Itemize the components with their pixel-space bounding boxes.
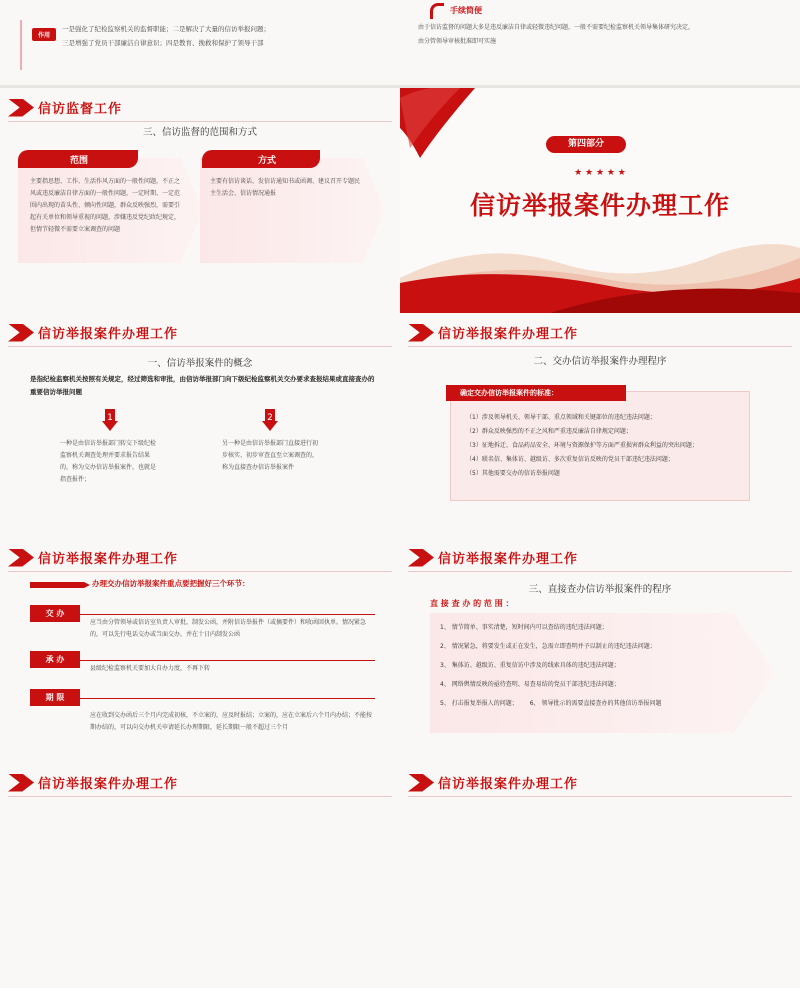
slide-header [408,323,578,342]
scope-tag: 范围 [18,150,138,168]
direct-item: 4、 网络舆情反映的亟待查明、易查易结的党员干部违纪违法问题； [440,681,620,688]
effect-label: 作用 [32,28,56,41]
part-label: 第四部分 [546,136,626,153]
header-title: 信访监督工作 [38,102,123,117]
divider [8,346,392,347]
svg-text:2: 2 [267,413,273,423]
direct-item: 6、 领导批示的需要直接查办的其他信访举报问题 [529,700,662,707]
lead-arrow [30,582,90,588]
slide-direct-investigation [400,538,800,763]
direct-item-row [440,694,760,713]
divider [408,571,792,572]
stars: ★ ★ ★ ★ ★ [574,168,626,178]
step-text: 应在收到交办函后三个月内完成初核，不立案的，应及时报结；立案的，应在立案后六个月内办结；不能按期办结的，可以向交办机关申请延长办理期限，延长期限一般不超过三个月 [90,712,373,731]
slide-simple-procedure [400,0,800,85]
cover-title: 信访举报案件办理工作 [469,191,730,220]
criteria-item: （1）涉及领导机关、领导干部、重点领域和关键部位的违纪违法问题； [466,414,656,421]
slide-three-steps [0,538,400,763]
slide-header [408,773,578,792]
step-tag: 期 限 [30,689,80,706]
header-title: 信访举报案件办理工作 [38,327,179,342]
svg-text:1: 1 [107,413,113,423]
slide-partial-right [400,763,800,988]
direct-list [440,618,760,713]
divider [8,121,392,122]
divider [8,796,392,797]
header-title: 信访举报案件办理工作 [38,777,179,792]
header-title: 信访举报案件办理工作 [438,327,579,342]
scope-text: 主要指思想、工作、生活作风方面的一般性问题，不正之风或违反廉洁自律方面的一般性问题，一定时期、一定范围内出现的苗头性、倾向性问题，群众反映强烈，需要引起有关单位和领导重视的问题，涉嫌违反党纪政纪规定，但情节轻微不需要立案调查的问题 [30,178,181,233]
slide-header [8,773,178,792]
criteria-item: （5）其他需要交办的信访举报问题 [466,470,560,477]
slide-petition-supervision [0,88,400,313]
slide-header [8,548,178,567]
criteria-item: （3）征地拆迁、食品药品安全、环境与资源保护等方面严重损害群众利益的突出问题； [466,442,698,449]
subtitle: 三、直接查办信访举报案件的程序 [528,584,672,595]
header-title: 信访举报案件办理工作 [38,552,179,567]
slide-effects [0,0,400,85]
procedure-title: 手续简便 [450,6,482,15]
effect-line-2: 三是增强了党员干部廉洁自律意识；四是教育、挽救和保护了领导干部 [62,39,264,47]
step-text: 县级纪检监察机关要加大自办力度，不再下转 [90,665,211,672]
lead-text: 办理交办信访举报案件重点要把握好三个环节： [92,579,250,588]
slide-part-four-cover [400,88,800,313]
criteria-item: （4）联名信、集体访、越级访、多次重复信访反映的党员干部违纪违法问题； [466,456,674,463]
chevron-icon [8,99,34,117]
direct-item: 3、 集体访、越级访、重复信访中涉及的线索具体的违纪违法问题； [440,662,620,669]
step-tag: 交 办 [30,605,80,622]
slide-assigned-case-procedure [400,313,800,538]
divider [408,346,792,347]
chevron-icon [8,549,34,567]
divider [408,796,792,797]
number-2 [262,409,278,431]
slide-header [8,323,178,342]
divider [8,571,392,572]
concept-type-2: 另一种是由信访举报部门直接进行初步核实、初步审查直至立案调查的，称为直接查办信访举报案件 [222,440,319,471]
slide-partial-left [0,763,400,988]
criteria-item: （2）群众反映强烈的不正之风和严重违反廉洁自律规定问题； [466,428,632,435]
method-panel-bg [200,158,385,263]
chevron-icon [8,774,34,792]
concept-type-1: 一种是由信访举报部门转交下级纪检监察机关调查处理并要求报告结果的，称为交办信访举报案件，也就是指查报件； [60,440,157,483]
slide-case-concept [0,313,400,538]
step-text: 应当由分管领导或信访室负责人审批，制发公函，并附信访举报件（或摘要件）和收函回执单。情况紧急的，可以先行电话交办或当面交办，并在十日内制发公函 [90,619,367,638]
chevron-icon [8,324,34,342]
direct-item: 5、 打击报复举报人的问题； [440,700,518,707]
chevron-icon [408,324,434,342]
direct-item: 1、 情节简单、事实清楚，短时间内可以查结的违纪违法问题； [440,624,608,631]
criteria-title: 确定交办信访举报案件的标准： [446,385,626,401]
direct-item: 2、 情况紧急，将要发生或正在发生，急需立即查明并予以制止的违纪违法问题； [440,643,656,650]
slide-header [8,98,122,117]
concept-intro: 是指纪检监察机关按照有关规定，经过筛选和审批，由信访举报部门向下级纪检监察机关交办要求查报结果或直接查办的重要信访举报问题 [30,375,375,396]
chevron-icon [408,549,434,567]
subtitle: 三、信访监督的范围和方式 [142,127,257,138]
subtitle: 二、交办信访举报案件办理程序 [533,356,667,367]
scope-label: 直 接 查 办 的 范 围 ： [430,599,514,608]
subtitle: 一、信访举报案件的概念 [147,358,253,369]
procedure-line-2: 由分管领导审核批准即可实施 [418,38,497,45]
header-title: 信访举报案件办理工作 [438,777,579,792]
number-1 [102,409,118,431]
chevron-icon [408,774,434,792]
criteria-list [466,411,746,481]
method-text: 主要有信访谈话、发信访通知书或函调、建议召开专题民主生活会、信访情况通报 [210,178,361,197]
slide-header [408,548,578,567]
method-tag: 方式 [202,150,320,168]
procedure-line-1: 由于信访监督的问题大多是违反廉洁自律或轻微违纪问题，一般不需要纪检监察机关领导集体研究决定， [418,24,695,31]
step-tag: 承 办 [30,651,80,668]
effect-line-1: 一是强化了纪检监察机关的监督职能；二是解决了大量的信访举报问题； [62,25,270,33]
header-title: 信访举报案件办理工作 [438,552,579,567]
